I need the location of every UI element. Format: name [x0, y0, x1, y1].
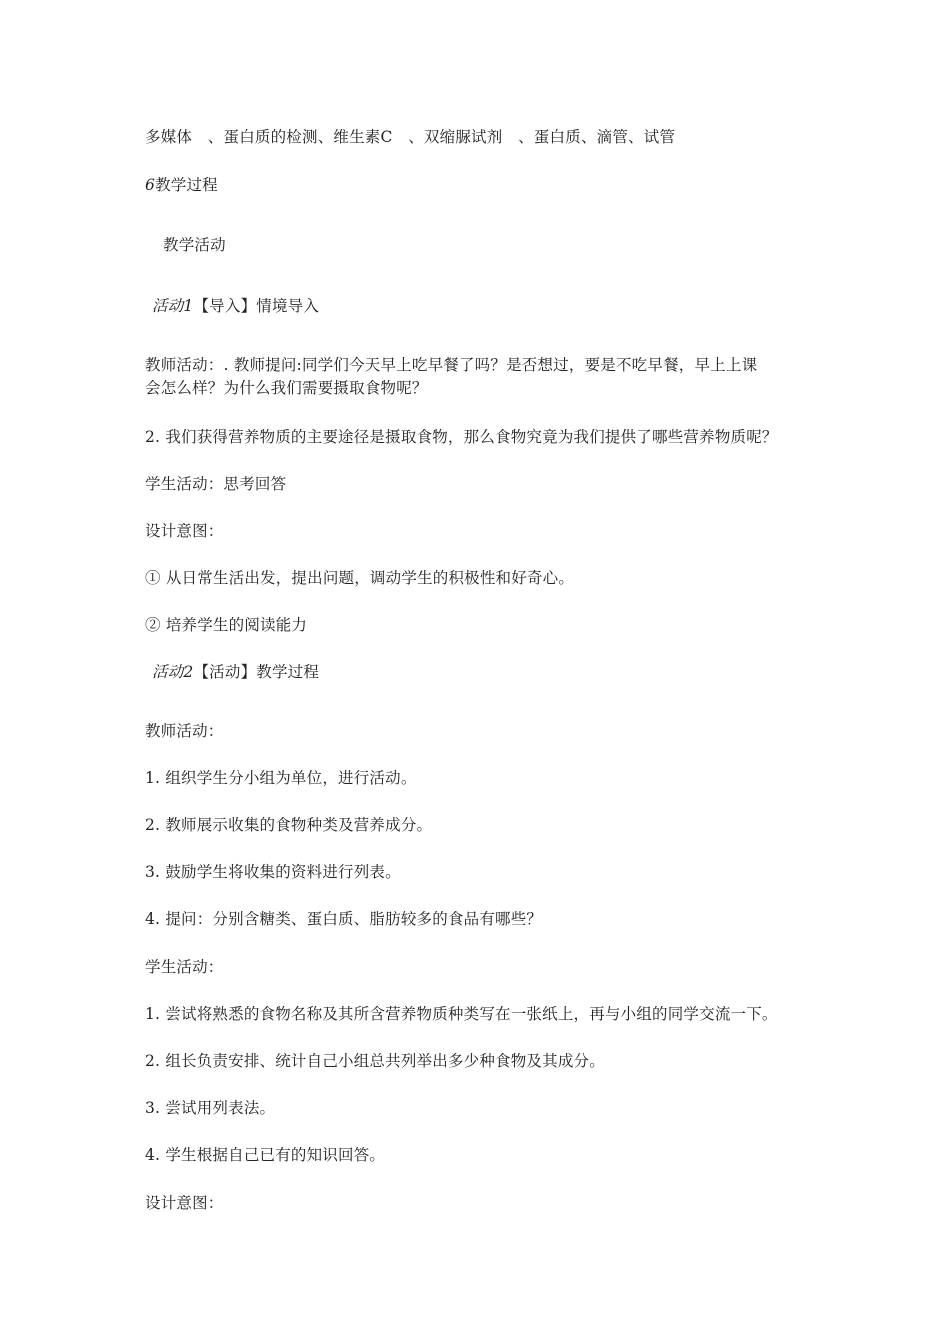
activity2-teacher-item: 4. 提问：分别含糖类、蛋白质、脂肪较多的食品有哪些？ — [145, 910, 543, 928]
activity2-teacher-item: 3. 鼓励学生将收集的资料进行列表。 — [145, 863, 401, 881]
section-heading — [145, 174, 218, 196]
activity1-design-title: 设计意图： — [145, 522, 224, 540]
teaching-activity-heading: 教学活动 — [163, 236, 226, 254]
activity1-label: 活动1 — [152, 297, 194, 315]
activity1-heading — [152, 295, 319, 317]
activity2-student-item: 1. 尝试将熟悉的食物名称及其所含营养物质种类写在一张纸上，再与小组的同学交流一下。 — [145, 1005, 778, 1023]
section-number: 6 — [145, 176, 156, 194]
section-title: 教学过程 — [155, 176, 218, 194]
activity2-student-item: 2. 组长负责安排、统计自己小组总共列举出多少种食物及其成分。 — [145, 1052, 605, 1070]
activity2-teacher-item: 2. 教师展示收集的食物种类及营养成分。 — [145, 816, 433, 834]
activity1-teacher-q2: 2. 我们获得营养物质的主要途径是摄取食物，那么食物究竟为我们提供了哪些营养物质呢？ — [145, 428, 778, 446]
activity2-student-item: 3. 尝试用列表法。 — [145, 1099, 276, 1117]
activity1-design-item-2: ② 培养学生的阅读能力 — [145, 616, 308, 634]
activity2-label: 活动2 — [152, 663, 194, 681]
activity2-teacher-item: 1. 组织学生分小组为单位，进行活动。 — [145, 769, 417, 787]
activity1-student: 学生活动：思考回答 — [145, 475, 287, 493]
activity2-teacher-title: 教师活动： — [145, 722, 224, 740]
activity2-design-title: 设计意图： — [145, 1194, 224, 1212]
materials-line: 多媒体 、蛋白质的检测、维生素C 、双缩脲试剂 、蛋白质、滴管、试管 — [145, 128, 676, 146]
activity1-teacher-line1: 教师活动：. 教师提问:同学们今天早上吃早餐了吗？是否想过，要是不吃早餐，早上上课 — [145, 356, 758, 374]
activity2-student-item: 4. 学生根据自己已有的知识回答。 — [145, 1146, 386, 1164]
activity2-heading — [152, 661, 319, 683]
activity2-tag: 【活动】教学过程 — [193, 663, 320, 681]
activity2-student-title: 学生活动： — [145, 958, 224, 976]
activity1-design-item-1: ① 从日常生活出发，提出问题，调动学生的积极性和好奇心。 — [145, 569, 575, 587]
activity1-tag: 【导入】情境导入 — [193, 297, 320, 315]
activity1-teacher-line2: 会怎么样？为什么我们需要摄取食物呢？ — [145, 379, 428, 397]
